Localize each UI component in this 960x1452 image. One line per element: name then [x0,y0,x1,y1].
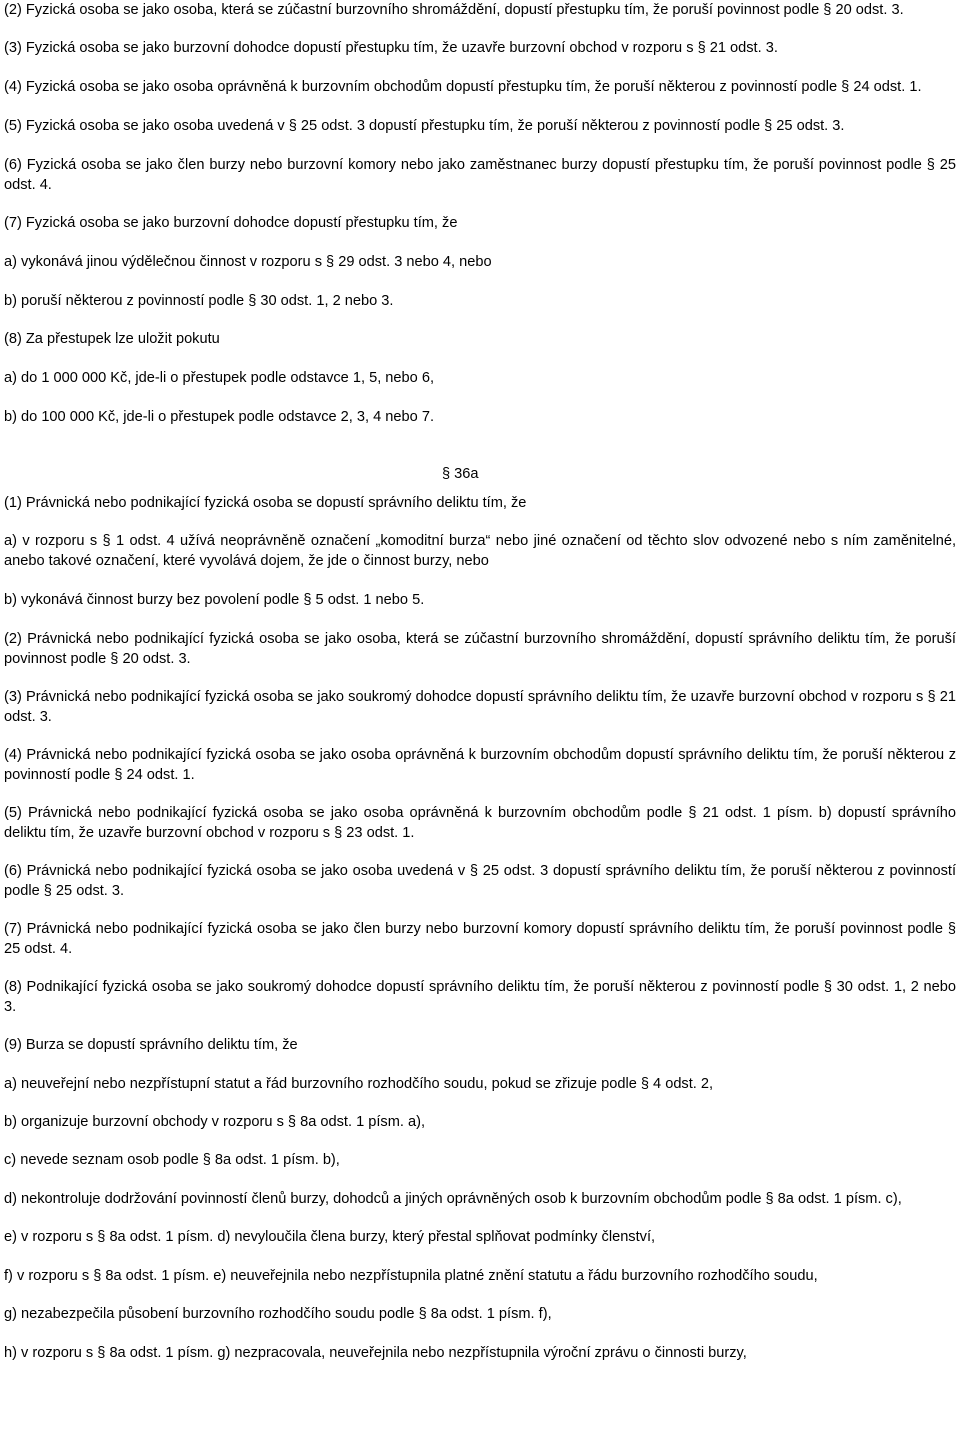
paragraph: b) organizuje burzovní obchody v rozporu s § 8a odst. 1 písm. a), [4,1114,426,1130]
paragraph: (2) Právnická nebo podnikající fyzická osoba se jako osoba, která se zúčastní burzovního shromáždění, dopustí správního deliktu tím, že poruší povinnost podle § 20 odst. 3. [4,631,956,667]
paragraph: (8) Za přestupek lze uložit pokutu [4,331,220,347]
paragraph: (7) Právnická nebo podnikající fyzická osoba se jako člen burzy nebo burzovní komory dopustí správního deliktu tím, že poruší povinnost podle § 25 odst. 4. [4,921,956,957]
paragraph: (9) Burza se dopustí správního deliktu tím, že [4,1037,298,1053]
paragraph: g) nezabezpečila působení burzovního rozhodčího soudu podle § 8a odst. 1 písm. f), [4,1306,552,1322]
paragraph: f) v rozporu s § 8a odst. 1 písm. e) neuveřejnila nebo nezpřístupnila platné znění statutu a řádu burzovního rozhodčího soudu, [4,1268,818,1284]
paragraph: a) do 1 000 000 Kč, jde-li o přestupek podle odstavce 1, 5, nebo 6, [4,370,434,386]
paragraph: (2) Fyzická osoba se jako osoba, která se zúčastní burzovního shromáždění, dopustí přestupku tím, že poruší povinnost podle § 20 odst. 3. [4,2,904,18]
paragraph: b) do 100 000 Kč, jde-li o přestupek podle odstavce 2, 3, 4 nebo 7. [4,409,434,425]
paragraph: (1) Právnická nebo podnikající fyzická osoba se dopustí správního deliktu tím, že [4,495,527,511]
paragraph: (8) Podnikající fyzická osoba se jako soukromý dohodce dopustí správního deliktu tím, že poruší některou z povinností podle § 30 odst. 1, 2 nebo 3. [4,979,956,1015]
paragraph: b) poruší některou z povinností podle § 30 odst. 1, 2 nebo 3. [4,293,394,309]
document-page [4,0,956,1363]
paragraph: b) vykonává činnost burzy bez povolení podle § 5 odst. 1 nebo 5. [4,592,425,608]
paragraph: (6) Fyzická osoba se jako člen burzy nebo burzovní komory nebo jako zaměstnanec burzy dopustí přestupku tím, že poruší povinnost podle § 25 odst. 4. [4,157,956,193]
paragraph: c) nevede seznam osob podle § 8a odst. 1 písm. b), [4,1152,340,1168]
paragraph: (7) Fyzická osoba se jako burzovní dohodce dopustí přestupku tím, že [4,215,458,231]
paragraph: a) vykonává jinou výdělečnou činnost v rozporu s § 29 odst. 3 nebo 4, nebo [4,254,492,270]
paragraph: (3) Právnická nebo podnikající fyzická osoba se jako soukromý dohodce dopustí správního deliktu tím, že uzavře burzovní obchod v rozporu s § 21 odst. 3. [4,689,956,725]
paragraph: a) neuveřejní nebo nezpřístupní statut a řád burzovního rozhodčího soudu, pokud se zřizuje podle § 4 odst. 2, [4,1076,714,1092]
paragraph: (6) Právnická nebo podnikající fyzická osoba se jako osoba uvedená v § 25 odst. 3 dopustí správního deliktu tím, že poruší některou z povinností podle § 25 odst. 3. [4,863,956,899]
paragraph: (4) Fyzická osoba se jako osoba oprávněná k burzovním obchodům dopustí přestupku tím, že poruší některou z povinností podle § 24 odst. 1. [4,79,922,95]
paragraph: (5) Fyzická osoba se jako osoba uvedená v § 25 odst. 3 dopustí přestupku tím, že poruší některou z povinností podle § 25 odst. 3. [4,118,845,134]
paragraph: e) v rozporu s § 8a odst. 1 písm. d) nevyloučila člena burzy, který přestal splňovat podmínky členství, [4,1229,656,1245]
paragraph: h) v rozporu s § 8a odst. 1 písm. g) nezpracovala, neuveřejnila nebo nezpřístupnila výroční zprávu o činnosti burzy, [4,1345,747,1361]
paragraph: d) nekontroluje dodržování povinností členů burzy, dohodců a jiných oprávněných osob k burzovním obchodům podle § 8a odst. 1 písm. c), [4,1191,902,1207]
paragraph: (5) Právnická nebo podnikající fyzická osoba se jako osoba oprávněná k burzovním obchodům podle § 21 odst. 1 písm. b) dopustí správního deliktu tím, že uzavře burzovní obchod v rozporu s § 23 odst. 1. [4,805,956,841]
section-heading: § 36a [442,466,479,482]
paragraph: a) v rozporu s § 1 odst. 4 užívá neoprávněně označení „komoditní burza“ nebo jiné označení od těchto slov odvozené nebo s ním zaměnitelné, anebo takové označení, které vyvolává dojem, že jde o činnost burzy, nebo [4,533,956,569]
paragraph: (4) Právnická nebo podnikající fyzická osoba se jako osoba oprávněná k burzovním obchodům dopustí správního deliktu tím, že poruší některou z povinností podle § 24 odst. 1. [4,747,956,783]
paragraph: (3) Fyzická osoba se jako burzovní dohodce dopustí přestupku tím, že uzavře burzovní obchod v rozporu s § 21 odst. 3. [4,40,778,56]
